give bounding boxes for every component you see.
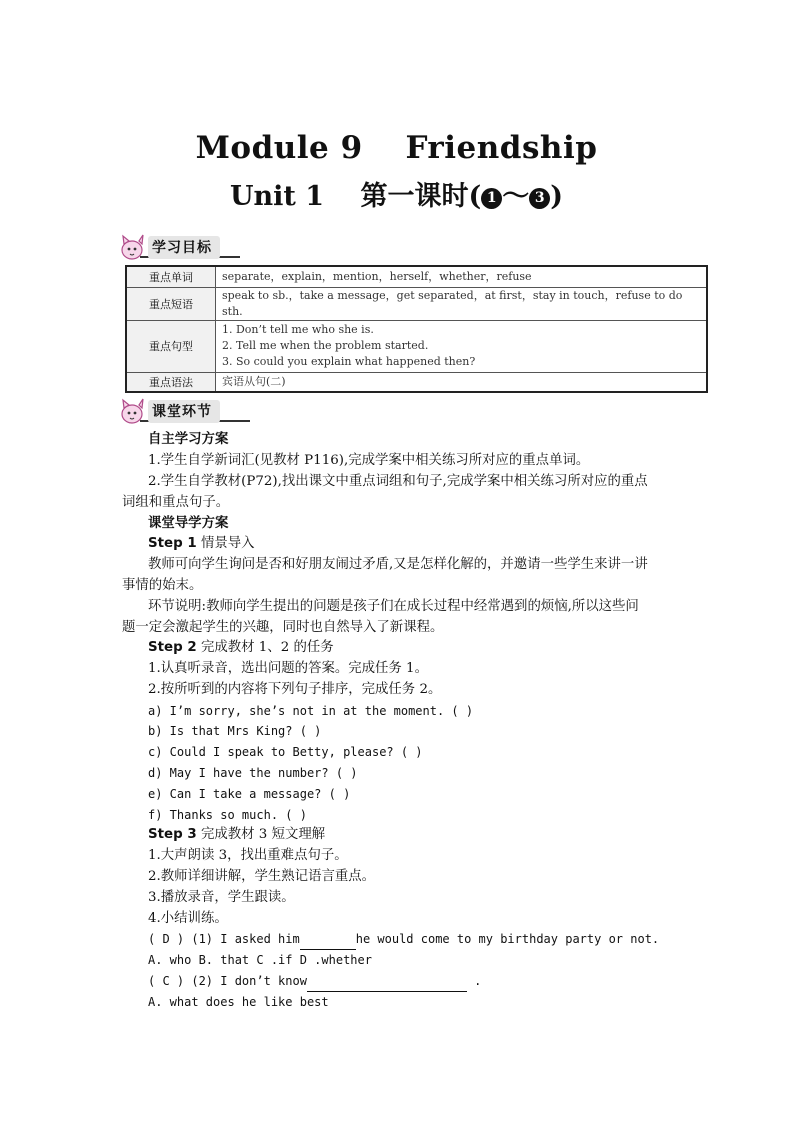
body-text: 词组和重点句子。 — [122, 495, 230, 510]
sentence-item: b) Is that Mrs King? ( ) — [148, 724, 322, 738]
question-2 — [148, 972, 481, 992]
question-text: he would come to my birthday party or not. — [355, 932, 660, 946]
module-title: Module 9 Friendship — [195, 130, 598, 166]
class-guide-heading: 课堂导学方案 — [148, 516, 229, 531]
learning-goals-table — [125, 265, 708, 393]
table-row — [126, 266, 707, 287]
goal-value — [216, 287, 708, 320]
goals-banner — [118, 234, 238, 260]
table-row — [126, 372, 707, 392]
goals-banner-label: 学习目标 — [148, 236, 220, 259]
answer-blank — [307, 973, 467, 992]
body-text: 事情的始末。 — [122, 578, 203, 593]
step-label: Step 1 — [148, 536, 197, 551]
class-banner-label: 课堂环节 — [148, 400, 220, 423]
goal-key: 重点短语 — [126, 287, 216, 320]
question-options: A. who B. that C .if D .whether — [148, 953, 372, 967]
goal-key: 重点句型 — [126, 320, 216, 372]
step-text: 情景导入 — [200, 536, 255, 551]
goal-line: 3. So could you explain what happened then? — [222, 355, 476, 368]
step-text: 完成教材 1、2 的任务 — [200, 640, 334, 655]
goal-value — [216, 320, 708, 372]
goal-line: 1. Don’t tell me who she is. — [222, 323, 374, 336]
question-text: . — [466, 974, 482, 988]
sentence-item: d) May I have the number? ( ) — [148, 766, 358, 780]
sentence-item: e) Can I take a message? ( ) — [148, 787, 351, 801]
body-text: 1.学生自学新词汇(见教材 P116),完成学案中相关练习所对应的重点单词。 — [148, 453, 590, 468]
question-1 — [148, 930, 659, 950]
step-label: Step 2 — [148, 640, 197, 655]
circled-number-3: 3 — [529, 188, 550, 209]
body-text: 2.教师详细讲解，学生熟记语言重点。 — [148, 869, 376, 884]
step-2-heading — [148, 639, 334, 657]
step-text: 完成教材 3 短文理解 — [200, 827, 326, 842]
sentence-item: a) I’m sorry, she’s not in at the moment. ( ) — [148, 704, 474, 718]
step-1-heading — [148, 535, 255, 553]
body-text: 1.大声朗读 3，找出重难点句子。 — [148, 848, 348, 863]
sentence-item: c) Could I speak to Betty, please? ( ) — [148, 745, 423, 759]
question-text: ( D ) (1) I asked him — [148, 932, 300, 946]
class-banner — [118, 398, 248, 424]
step-label: Step 3 — [148, 827, 197, 842]
goal-line: speak to sb.，take a message，get separated，at first，stay in touch，refuse to do sth. — [222, 288, 683, 318]
body-text: 教师可向学生询问是否和好朋友闹过矛盾,又是怎样化解的，并邀请一些学生来讲一讲 — [148, 557, 648, 572]
goal-line: separate，explain，mention，herself，whether，refuse — [222, 269, 532, 283]
body-text: 环节说明:教师向学生提出的问题是孩子们在成长过程中经常遇到的烦恼,所以这些问 — [148, 599, 639, 614]
table-row — [126, 320, 707, 372]
question-option: A. what does he like best — [148, 995, 329, 1009]
unit-title-close: ) — [550, 181, 564, 212]
step-3-heading — [148, 826, 325, 844]
question-text: ( C ) (2) I don’t know — [148, 974, 307, 988]
self-study-heading: 自主学习方案 — [148, 432, 229, 447]
body-text: 1.认真听录音，选出问题的答案。完成任务 1。 — [148, 661, 428, 676]
unit-title-text: Unit 1 第一课时( — [229, 181, 482, 212]
table-row — [126, 287, 707, 320]
sentence-item: f) Thanks so much. ( ) — [148, 808, 307, 822]
answer-blank — [300, 931, 356, 950]
goal-line: 宾语从句(二) — [222, 374, 286, 388]
goal-key: 重点单词 — [126, 266, 216, 287]
body-text: 题一定会激起学生的兴趣，同时也自然导入了新课程。 — [122, 620, 444, 635]
circled-number-1: 1 — [481, 188, 502, 209]
body-text: 3.播放录音，学生跟读。 — [148, 890, 295, 905]
goal-line: 2. Tell me when the problem started. — [222, 339, 429, 352]
body-text: 2.按所听到的内容将下列句子排序，完成任务 2。 — [148, 682, 442, 697]
cat-mascot-icon — [118, 234, 148, 262]
unit-title-tilde: ～ — [502, 181, 530, 212]
unit-title — [0, 174, 793, 213]
goal-key: 重点语法 — [126, 372, 216, 392]
body-text: 2.学生自学教材(P72),找出课文中重点词组和句子,完成学案中相关练习所对应的重点 — [148, 474, 648, 489]
goal-value — [216, 266, 708, 287]
cat-mascot-icon — [118, 398, 148, 426]
body-text: 4.小结训练。 — [148, 911, 228, 926]
goal-value — [216, 372, 708, 392]
